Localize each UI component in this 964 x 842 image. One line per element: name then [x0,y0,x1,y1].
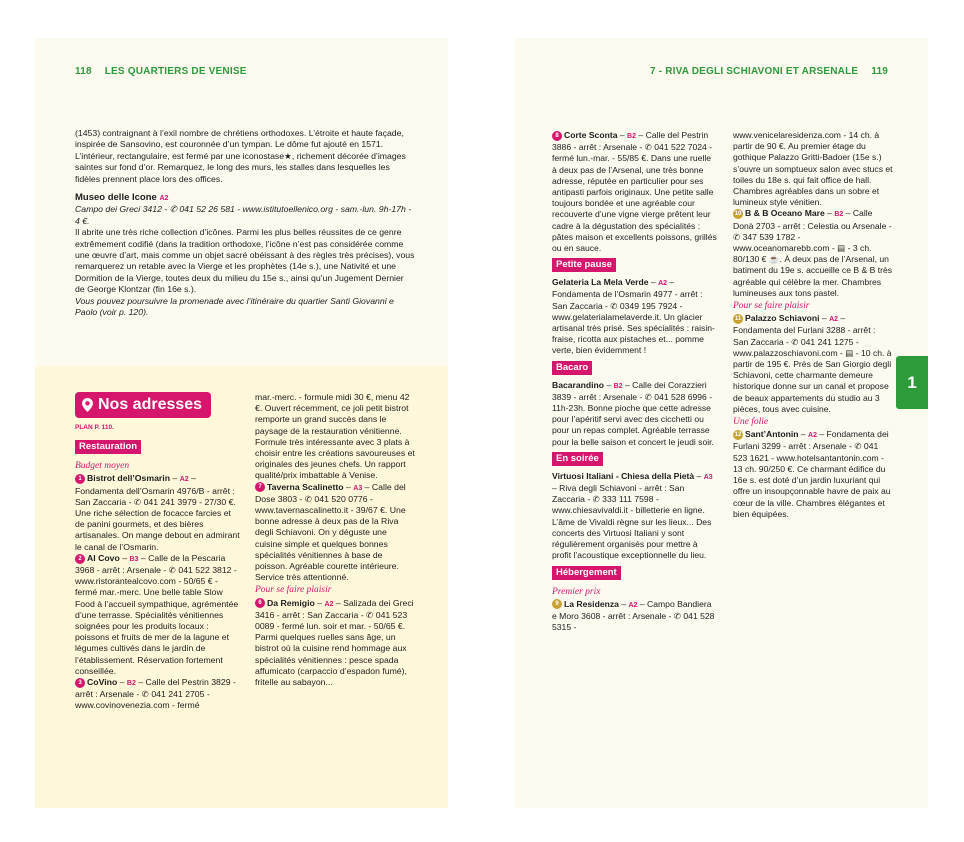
map-pin-icon [82,398,93,412]
petite-pause-label: Petite pause [552,258,616,272]
bacaro-label: Bacaro [552,361,592,375]
hebergement-label: Hébergement [552,566,621,580]
list-item-continuation: mar.-merc. - formule midi 30 €, menu 42 €. Ouvert récemment, ce joli petit bistrot remporte un grand succès dans le paysage de la restauration vénitienne. Formule très intéressante avec 3 plats à choisir entre les créations savoureuses et originales des jeunes chefs. Un rapport qualité/prix imbattable à Venise. [255,392,415,481]
list-item: 2 Al Covo – B3 – Calle de la Pescaria 3968 - arrêt : Arsenale - ✆ 041 522 3812 - www.ristorantealcovo.com - 50/65 € - fermé mar.-merc. Une belle table Slow Food à l’accueil sympathique, agrémentée d’une terrasse. Spécialités vénitiennes soignées pour les produits locaux : poissons et fruits de mer de la lagune et légumes cultivés dans le jardin de l’établissement. Réservation fortement conseillée. [75,552,239,676]
list-item: 11 Palazzo Schiavoni – A2 – Fondamenta del Furlani 3288 - arrêt : San Zaccaria - ✆ 041 241 1275 - www.palazzoschiavoni.com - ▤ - 10 ch. à partir de 195 €. Près de San Giorgio degli Schiavoni, cette charmante demeure historique donne sur un canal et propose de beaux appartements du studio au 3 pièces, tous avec cuisine. [733,313,892,414]
museum-grid: A2 [159,195,169,203]
en-soiree-label: En soirée [552,452,603,466]
pour-se-faire-plaisir-label: Pour se faire plaisir [255,585,332,596]
premier-prix-label: Premier prix [552,586,601,597]
left-page-header [75,66,408,80]
pour-se-faire-plaisir-label: Pour se faire plaisir [733,301,810,312]
intro-text-block [75,128,415,319]
intro-paragraph: (1453) contraignant à l’exil nombre de chrétiens orthodoxes. L’étroite et haute façade, inspirée de Sansovino, est couronnée d’un tympan. Le dôme fut ajouté en 1571. L’intérieur, rectangulaire, est fermé par une iconostase★, richement décorée d’images saintes sur fond d’or. Remarquez, le long des murs, les stalles dans lesquelles les fidèles prennent place lors des offices. [75,128,406,184]
museum-text: Il abrite une très riche collection d’icônes. Parmi les plus belles réussites de ce genre extrêmement codifié (dans la tradition orthodoxe, l’icône n’est pas considérée comme une œuvre d’art, mais comme un objet sacré obéissant à des règles très précises), vous remarquerez un retable avec la Vierge et les prophètes (14e s.), une Nativité et une Dormition de la Vierge, toutes deux du milieu du 15e s., ainsi qu’un Jugement Dernier de George Klontzar (fin 16e s.). [75,227,415,295]
museum-followup: Vous pouvez poursuivre la promenade avec l’itinéraire du quartier Santi Giovanni e Paolo (voir p. 120). [75,295,394,318]
list-item: 10 B & B Oceano Mare – B2 – Calle Donà 2703 - arrêt : Celestia ou Arsenale - ✆ 347 539 1782 - www.oceanomarebb.com - ▤ - 3 ch. 80/130 € ☕. À deux pas de l’Arsenal, un batiment du 19e s. accueille ce B & B très agréable qui célèbre la mer. Chambres lumineuses aux tons pastel. [733,208,893,298]
list-item: 12 Sant’Antonin – A2 – Fondamenta dei Furlani 3299 - arrêt : Arsenale - ✆ 041 523 1621 - www.hotelsantantonin.com - 13 ch. 90/250 €. Ce charmant édifice du 16e s. est doté d’un jardin luxuriant qui offre un insoupçonnable havre de paix au cœur de la ville. Chambres élégantes et bien équipées. [733,429,891,519]
museum-heading [75,192,415,204]
list-item: 8 Corte Sconta – B2 – Calle del Pestrin 3886 - arrêt : Arsenale - ✆ 041 522 7024 - fermé lun.-mar. - 55/85 €. Dans une ruelle à deux pas de l’Arsenal, une très bonne adresse, réputée en particulier pour ses antipasti parfois originaux. Une petite salle toujours bondée et une agréable cour recouverte d’une vigne vierge prêtent leur cadre à la dégustation des spécialités : pâtes maison et excellents poissons, grillés ou en sauce. [552,130,717,254]
addresses-column-a [75,392,241,712]
list-item: 3 CoVino – B2 – Calle del Pestrin 3829 - arrêt : Arsenale - ✆ 041 241 2705 - www.covinovenezia.com - fermé [75,677,236,711]
list-item-continuation: www.venicelaresidenza.com - 14 ch. à partir de 90 €. Au premier étage du gothique Palazzo Gritti-Badoer (15e s.) s’ouvre un somptueux salon avec stucs et toiles du 18e s. qui fait office de hall. Chambres agréables dans un sobre et lumineux style vénitien. [733,130,893,208]
nos-adresses-title [75,392,211,418]
restauration-label: Restauration [75,440,141,454]
list-item: 6 Da Remigio – A2 – Salizada dei Greci 3416 - arrêt : San Zaccaria - ✆ 041 523 0089 - fermé lun. soir et mar. - 50/65 €. Parmi quelques ruelles sans âge, un bistrot où la cuisine rend hommage aux spécialités vénitiennes : pesce spada affumicato (carpaccio d’espadon fumé), fritelle au sabayon... [255,597,414,688]
right-page-header [555,66,888,80]
right-column-c [552,130,717,633]
plan-reference: PLAN P. 110. [75,424,114,431]
museum-name: Museo delle Icone [75,192,157,204]
left-page [35,38,448,808]
chapter-tab: 1 [896,356,928,409]
museum-info: Campo dei Greci 3412 - ✆ 041 52 26 581 - www.istitutoellenico.org - sam.-lun. 9h-17h - 4 €. [75,204,412,226]
page-number: 119 [871,66,888,77]
une-folie-label: Une folie [733,417,769,428]
budget-moyen-label: Budget moyen [75,461,130,472]
chapter-title: 7 - RIVA DEGLI SCHIAVONI ET ARSENALE [649,66,859,77]
addresses-column-b [255,392,415,688]
list-item: 9 La Residenza – A2 – Campo Bandiera e Moro 3608 - arrêt : Arsenale - ✆ 041 528 5315 - [552,598,715,633]
list-item: 1 Bistrot dell’Osmarin – A2 – Fondamenta dell’Osmarin 4976/B - arrêt : San Zaccaria - ✆ 041 241 3979 - 27/30 €. Une riche sélection de focacce farcies et de panini gourmets, et des bières artisanales. On mange debout en admirant le canal de l’Osmarin. [75,473,240,552]
right-page [515,38,928,808]
nos-adresses-label: Nos adresses [98,396,203,413]
list-item: 7 Taverna Scalinetto – A3 – Calle del Dose 3803 - ✆ 041 520 0776 - www.tavernascalinetto.it - 39/67 €. Une bonne adresse à deux pas de la Riva degli Schiavoni. On y déguste une cuisine simple et quelques bonnes spécialités vénitiennes à base de poisson. Agréable courette intérieure. Service très attentionné. [255,481,406,583]
list-item: Gelateria La Mela Verde – A2 – Fondamenta de l’Osmarin 4977 - arrêt : San Zaccaria - ✆ 0349 195 7924 - www.gelaterialamelaverde.it. Un glacier artisanal très prisé. Ses spécialités : raisin-fraise, ricotta aux pistaches et... pomme verte, bien évidemment ! [552,277,715,356]
list-item: Virtuosi Italiani - Chiesa della Pietà – A3 – Riva degli Schiavoni - arrêt : San Zaccaria - ✆ 333 111 7598 - www.chiesavivaldi.it - billetterie en ligne. L’âme de Vivaldi règne sur les lieux... Des concerts des Virtuosi Italiani y sont régulièrement organisés pour mettre à profit l’acoustique exceptionnelle du lieu. [552,470,713,561]
chapter-title: LES QUARTIERS DE VENISE [104,66,247,77]
list-item: Bacarandino – B2 – Calle dei Corazzieri 3839 - arrêt : Arsenale - ✆ 041 528 6996 - 11h-23h. Bonne pioche que cette adresse pour l’apéritif servi avec des cicchetti ou pour un repas complet. Agréable terrasse pour la belle saison et concert le jeudi soir. [552,379,714,447]
right-column-d [733,130,893,520]
page-number: 118 [75,66,92,77]
